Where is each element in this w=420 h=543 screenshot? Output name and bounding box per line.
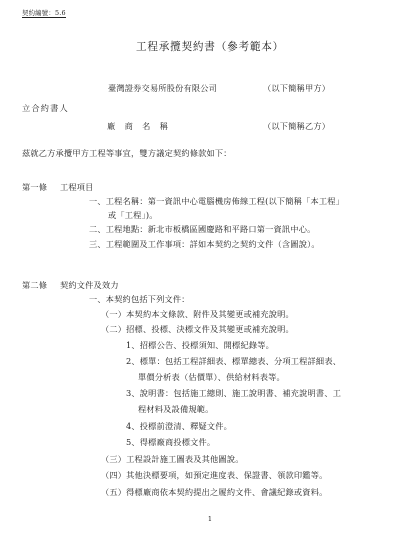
- intro-paragraph: 茲就乙方承攬甲方工程等事宜，雙方議定契約條款如下：: [22, 148, 232, 158]
- article-1-item-1-cont: 或「工程」)。: [108, 210, 158, 220]
- article-2-sub-2-2: 2、標單：包括工程詳細表、標單總表、分項工程詳細表、: [126, 356, 342, 366]
- article-2-sub-1: （一）本契約本文條款、附件及其變更或補充說明。: [101, 309, 294, 319]
- article-1-item-2: 二、工程地點：新北市板橋區國慶路和平路口第一資訊中心。: [89, 224, 316, 234]
- signatories-label: 立合約書人: [22, 103, 69, 113]
- article-1-item-3: 三、工程範圍及工作事項：詳如本契約之契約文件（含圖說）。: [89, 239, 320, 249]
- article-2-sub-5: （五）得標廠商依本契約提出之履約文件、會議紀錄或資料。: [101, 487, 328, 497]
- party-b-alias: （以下簡稱乙方）: [263, 121, 331, 131]
- article-2-sub-3: （三）工程設計施工圖表及其他圖說。: [101, 454, 244, 464]
- article-1-label: 第一條: [22, 182, 48, 192]
- article-2-label: 第二條: [22, 280, 48, 290]
- article-2-sub-2-5: 5、得標廠商投標文件。: [126, 437, 216, 447]
- article-2-sub-2-2-cont: 單價分析表（估價單）、供給材料表等。: [138, 372, 285, 382]
- article-2-sub-2-3: 3、說明書：包括施工總則、施工說明書、補充說明書、工: [126, 388, 342, 398]
- article-2-title: 契約文件及效力: [60, 280, 119, 290]
- article-2-sub-4: （四）其他決標要項，如預定進度表、保證書、領款印鑑等。: [101, 470, 328, 480]
- party-a-alias: （以下簡稱甲方）: [263, 83, 331, 93]
- party-b-name: 廠 商 名 稱: [107, 121, 169, 131]
- article-1-item-1: 一、工程名稱：第一資訊中心電腦機房佈線工程(以下簡稱「本工程」: [89, 196, 345, 206]
- article-1-title: 工程項目: [60, 182, 94, 192]
- document-title: 工程承攬契約書（參考範本）: [135, 41, 285, 53]
- article-2-sub-2-4: 4、投標前澄清、釋疑文件。: [126, 421, 233, 431]
- article-2-sub-2-1: 1、招標公告、投標須知、開標紀錄等。: [126, 340, 274, 350]
- party-a-name: 臺灣證券交易所股份有限公司: [108, 83, 218, 93]
- contract-code: 契約編號：5.6: [22, 9, 66, 17]
- article-2-sub-2: （二）招標、投標、決標文件及其變更或補充說明。: [101, 324, 294, 334]
- article-2-sub-2-3-cont: 程材料及設備規範。: [138, 404, 214, 414]
- article-2-item-1: 一、本契約包括下列文件：: [89, 294, 190, 304]
- page-number: 1: [207, 515, 213, 523]
